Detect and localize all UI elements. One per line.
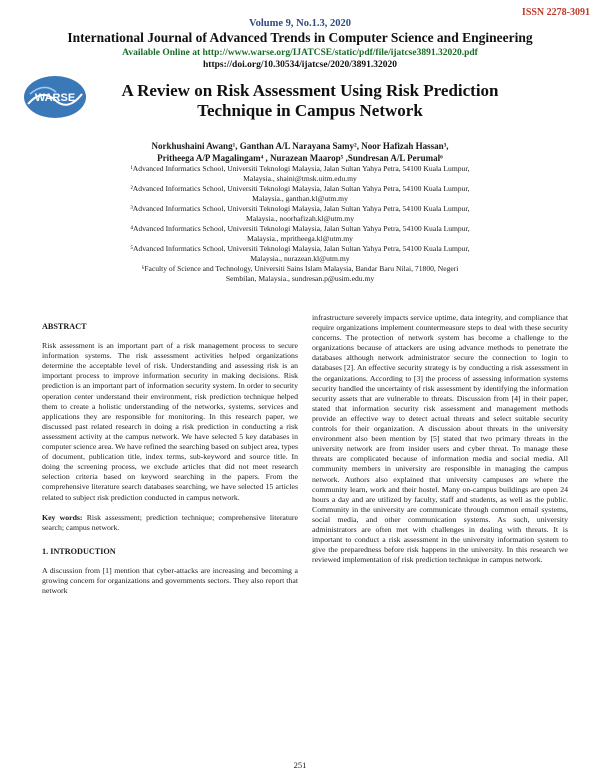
affiliation-line: ¹Advanced Informatics School, Universiti Teknologi Malaysia, Jalan Sultan Yahya Petra, 54100 Kuala Lumpur,	[130, 164, 470, 173]
affiliation-line: ²Advanced Informatics School, Universiti Teknologi Malaysia, Jalan Sultan Yahya Petra, 54100 Kuala Lumpur,	[130, 184, 470, 193]
logo-text: WARSE	[34, 92, 76, 104]
authors-line-1: Norkhushaini Awang¹, Ganthan A/L Narayana Samy², Noor Hafizah Hassan³,	[151, 141, 449, 151]
paper-title-line-1: A Review on Risk Assessment Using Risk Prediction	[121, 81, 499, 100]
online-url: Available Online at http://www.warse.org/IJATCSE/static/pdf/file/ijatcse3891.32020.pdf	[122, 48, 478, 58]
author-list	[60, 140, 540, 164]
authors-line-2: Pritheega A/P Magalingam⁴ , Nurazean Maarop⁵ ,Sundresan A/L Perumal⁶	[157, 153, 443, 163]
affiliation-line: ⁶Faculty of Science and Technology, Universiti Sains Islam Malaysia, Bandar Baru Nilai, 71800, Negeri	[141, 264, 459, 273]
page-number: 251	[293, 760, 307, 770]
affiliation-line: ⁴Advanced Informatics School, Universiti Teknologi Malaysia, Jalan Sultan Yahya Petra, 54100 Kuala Lumpur,	[130, 224, 470, 233]
affiliations	[60, 164, 540, 284]
affiliation-line: Malaysia., noorhafizah.kl@utm.my	[245, 214, 354, 223]
affiliation-line: Malaysia., mpritheega.kl@utm.my	[247, 234, 353, 243]
affiliation-line: Sembilan, Malaysia., sundresan.p@usim.edu.my	[225, 274, 375, 283]
abstract-heading: ABSTRACT	[42, 322, 87, 331]
volume-info: Volume 9, No.1.3, 2020	[249, 18, 351, 29]
paper-title-line-2: Technique in Campus Network	[197, 101, 423, 120]
affiliation-line: ³Advanced Informatics School, Universiti Teknologi Malaysia, Jalan Sultan Yahya Petra, 54100 Kuala Lumpur,	[130, 204, 470, 213]
issn-label: ISSN 2278-3091	[521, 7, 590, 18]
intro-text-right: infrastructure severely impacts service uptime, data integrity, and compliance that require organizations implement countermeasure steps to deal with these security concerns. The protection of network system has become a challenge to the organizations because of attackers are using advance methods to penetrate the databases although network administrator secure the connection to login to databases [2]. An effective security strategy is by conducting a risk assessment in the organizations. According to [3] the process of assessing information systems security handled the uncertainty of risk assessment by identifying the information security assets that are vulnerable to threats. Discussion from [4] in their paper, stated that information security risk assessment and management methods provide an effective way to detect actual threats and select suitable security controls for their organization. A discussion about threats in the university environment also been mention by [5] stated that two primary threats in the university network are from insider users and cyber threat. To manage these threats are complicated because of information media and social media. All community members in university are responsible in managing the campus network. Authors also explained that university campuses are where the community learn, work and their hostel. Many on-campus buildings are open 24 hours a day and are utilized by faculty, staff and students, as well as the public. Community in the university are communicate through common email systems, social media, and other communication systems. As such, university administrators are often met with challenges in dealing with threats. It is important to conduct a risk assessment in the university information system to give the preparedness before risk happens in the university. In this research we reviewed implementation of risk prediction technique in campus network.	[312, 313, 568, 565]
affiliation-line: Malaysia., nurazean.kl@utm.my	[250, 254, 350, 263]
left-column	[42, 308, 298, 596]
keywords-label: Key words:	[42, 512, 83, 522]
affiliation-line: Malaysia., shaini@tmsk.uitm.edu.my	[243, 174, 357, 183]
intro-text-left: A discussion from [1] mention that cyber-attacks are increasing and becoming a growing concern for organizations and governments sectors. They also report that network	[42, 565, 298, 596]
warse-logo	[22, 74, 88, 120]
abstract-text: Risk assessment is an important part of a risk management process to secure information systems. The risk assessment activities helped organizations determine the acceptable level of risk. Understanding and assessing risk is an important process to improve information security in making decisions. Risk prediction is an important part of information security system. In order to security operation center understand their environment, risk prediction technique helped them to create a holistic understanding of the networks, systems, services and applications they are responsible for monitoring. In this research paper, we discussed past related research in doing a risk prediction in conducting a risk assessment activity at the campus network. We have selected 5 key databases in computer science area. We have refined the searching based on subject area, types of document, publication title, index terms, sub-keyword and source title. In doing the screening process, we exclude articles that did not meet research selection criteria based on keyword searching in the papers. From the comprehensive literature search databases searching, we have selected 15 articles related to subject risk prediction conducted in campus network.	[42, 341, 298, 502]
affiliation-line: Malaysia., ganthan.kl@utm.my	[252, 194, 348, 203]
keywords	[42, 513, 298, 533]
right-column	[312, 313, 568, 565]
intro-heading: 1. INTRODUCTION	[42, 546, 116, 556]
keywords-text: Risk assessment; prediction technique; comprehensive literature search; campus network.	[42, 512, 298, 532]
paper-title	[90, 81, 530, 121]
doi-link: https://doi.org/10.30534/ijatcse/2020/3891.32020	[203, 60, 397, 70]
affiliation-line: ⁵Advanced Informatics School, Universiti Teknologi Malaysia, Jalan Sultan Yahya Petra, 54100 Kuala Lumpur,	[130, 244, 470, 253]
journal-title: International Journal of Advanced Trends in Computer Science and Engineering	[67, 30, 533, 45]
